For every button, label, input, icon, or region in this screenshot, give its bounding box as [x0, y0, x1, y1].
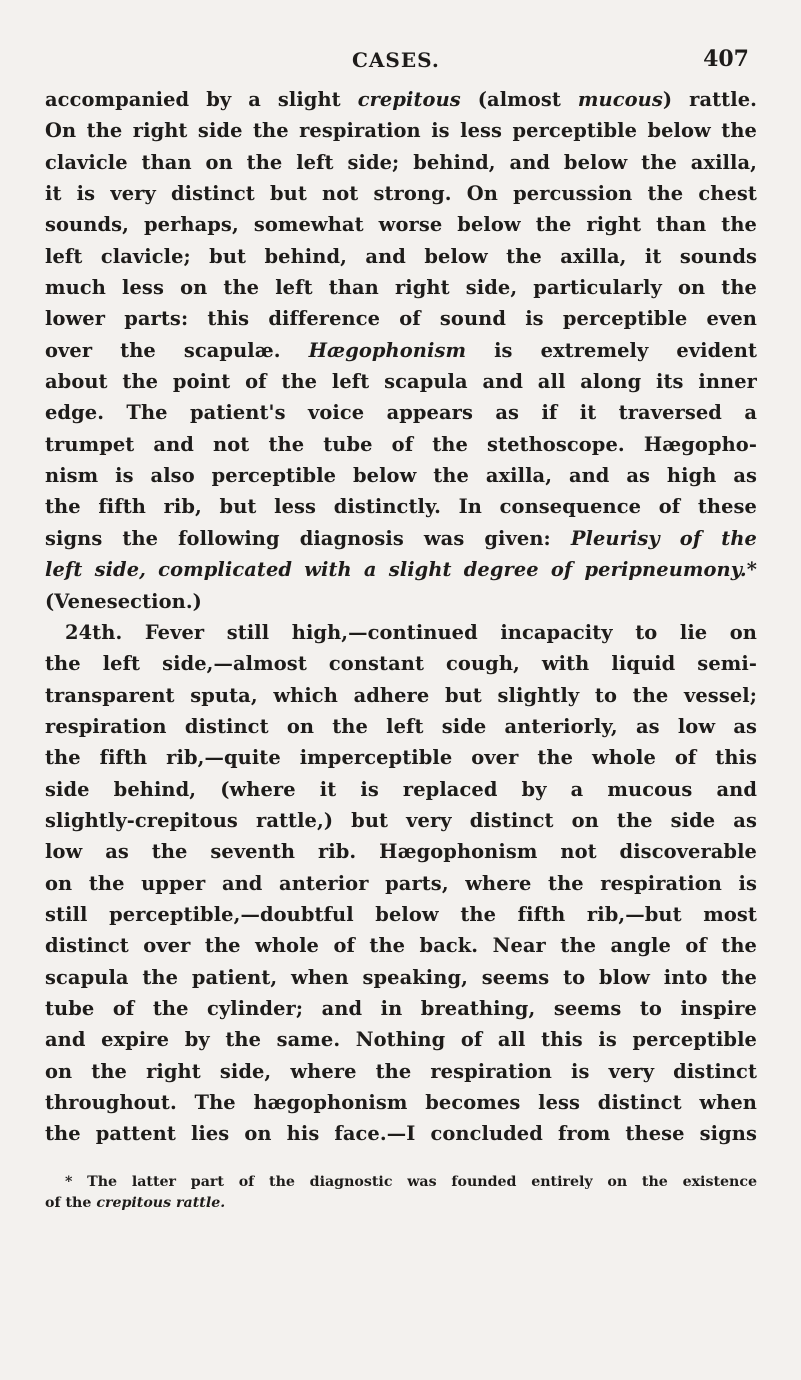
footnote-line: * The latter part of the diagnostic was founded entirely on the existence: [65, 1173, 757, 1190]
page-number: 407: [703, 46, 749, 72]
text-line: still perceptible,—doubtful below the fifth rib,—but most: [45, 902, 757, 926]
text-line: low as the seventh rib. Hægophonism not discoverable: [45, 840, 757, 864]
text-line: nism is also perceptible below the axilla, and as high as: [45, 464, 757, 488]
text-line: slightly-crepitous rattle,) but very distinct on the side as: [45, 808, 757, 832]
text-line: edge. The patient's voice appears as if it traversed a: [45, 401, 757, 425]
text-line: tube of the cylinder; and in breathing, seems to inspire: [45, 996, 757, 1020]
paragraph-2: [45, 617, 757, 1150]
text-line: (Venesection.): [45, 589, 202, 613]
text-line: sounds, perhaps, somewhat worse below the right than the: [45, 213, 757, 237]
text-line: On the right side the respiration is less perceptible below the: [45, 119, 757, 143]
footnote-line: of the crepitous rattle.: [45, 1194, 226, 1211]
running-head-title: CASES.: [352, 48, 440, 72]
running-head: [45, 40, 757, 84]
text-line: on the right side, where the respiration is very distinct: [45, 1059, 757, 1083]
text-line: left side, complicated with a slight degree of peripneumony.*: [45, 558, 757, 582]
text-line: signs the following diagnosis was given: Pleurisy of the: [45, 526, 757, 550]
text-line: trumpet and not the tube of the stethoscope. Hægopho-: [45, 432, 757, 456]
text-line: about the point of the left scapula and all along its inner: [45, 370, 757, 394]
text-line: the pattent lies on his face.—I concluded from these signs: [45, 1122, 757, 1146]
text-line: transparent sputa, which adhere but slightly to the vessel;: [45, 683, 757, 707]
text-line: left clavicle; but behind, and below the axilla, it sounds: [45, 244, 757, 268]
text-line: side behind, (where it is replaced by a mucous and: [45, 777, 757, 801]
text-line: lower parts: this difference of sound is perceptible even: [45, 307, 757, 331]
text-line: clavicle than on the left side; behind, and below the axilla,: [45, 150, 757, 174]
text-line: distinct over the whole of the back. Near the angle of the: [45, 934, 757, 958]
footnote: [45, 1172, 757, 1214]
text-line: the left side,—almost constant cough, with liquid semi-: [45, 652, 757, 676]
text-line: over the scapulæ. Hægophonism is extremely evident: [45, 338, 757, 362]
text-line: scapula the patient, when speaking, seems to blow into the: [45, 965, 757, 989]
text-line: accompanied by a slight crepitous (almost mucous) rattle.: [45, 88, 757, 111]
text-line: and expire by the same. Nothing of all this is perceptible: [45, 1028, 757, 1052]
body-text: [45, 84, 757, 1150]
text-line: on the upper and anterior parts, where the respiration is: [45, 871, 757, 895]
footnote-marker: *: [746, 558, 757, 582]
text-line: 24th. Fever still high,—continued incapacity to lie on: [65, 620, 757, 644]
paragraph-1: [45, 84, 757, 617]
text-line: throughout. The hægophonism becomes less distinct when: [45, 1091, 757, 1114]
text-line: the fifth rib,—quite imperceptible over the whole of this: [45, 746, 757, 770]
text-line: it is very distinct but not strong. On percussion the chest: [45, 182, 757, 206]
text-line: much less on the left than right side, particularly on the: [45, 276, 757, 300]
text-line: the fifth rib, but less distinctly. In consequence of these: [45, 495, 757, 519]
text-line: respiration distinct on the left side anteriorly, as low as: [45, 714, 757, 738]
